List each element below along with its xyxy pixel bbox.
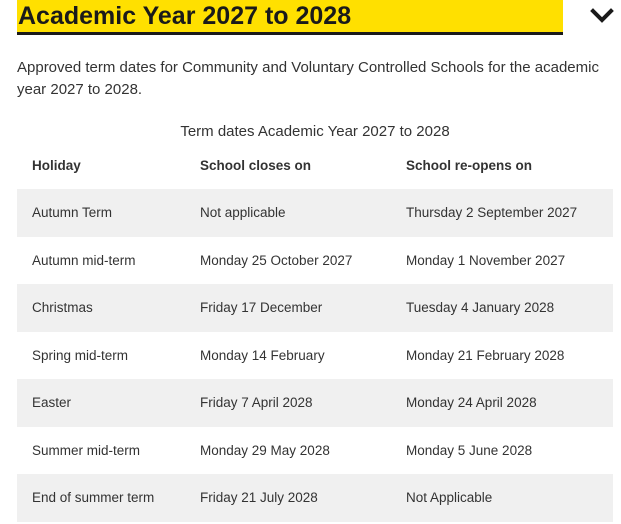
cell-closes: Monday 29 May 2028 bbox=[200, 442, 330, 458]
cell-reopens: Not Applicable bbox=[406, 490, 493, 506]
page-title: Academic Year 2027 to 2028 bbox=[18, 2, 352, 30]
cell-holiday: Christmas bbox=[32, 300, 93, 316]
cell-reopens: Monday 5 June 2028 bbox=[406, 442, 533, 458]
table-caption: Term dates Academic Year 2027 to 2028 bbox=[180, 123, 450, 140]
header-school-closes: School closes on bbox=[200, 158, 312, 173]
table-row bbox=[17, 474, 613, 522]
accordion-header[interactable] bbox=[0, 0, 621, 40]
table-row bbox=[17, 379, 613, 427]
cell-closes: Friday 17 December bbox=[200, 300, 323, 316]
cell-reopens: Monday 21 February 2028 bbox=[406, 347, 565, 363]
header-school-reopens: School re-opens on bbox=[406, 158, 533, 173]
cell-closes: Not applicable bbox=[200, 205, 286, 221]
chevron-down-icon[interactable] bbox=[588, 5, 616, 27]
cell-holiday: Summer mid-term bbox=[32, 442, 141, 458]
cell-reopens: Monday 24 April 2028 bbox=[406, 395, 537, 411]
table-header-row bbox=[17, 142, 613, 189]
cell-holiday: Spring mid-term bbox=[32, 347, 129, 363]
cell-reopens: Monday 1 November 2027 bbox=[406, 252, 566, 268]
cell-closes: Monday 25 October 2027 bbox=[200, 252, 353, 268]
intro-text: Approved term dates for Community and Voluntary Controlled Schools for the academic year 2027 to 2028. bbox=[17, 59, 599, 98]
cell-holiday: Autumn Term bbox=[32, 205, 113, 221]
cell-closes: Friday 7 April 2028 bbox=[200, 395, 313, 411]
title-highlight bbox=[17, 0, 563, 35]
table-row bbox=[17, 237, 613, 285]
cell-holiday: End of summer term bbox=[32, 490, 155, 506]
cell-reopens: Tuesday 4 January 2028 bbox=[406, 300, 555, 316]
table-row bbox=[17, 189, 613, 237]
term-dates-table bbox=[17, 142, 613, 522]
cell-reopens: Thursday 2 September 2027 bbox=[406, 205, 578, 221]
cell-closes: Monday 14 February bbox=[200, 347, 325, 363]
table-row bbox=[17, 332, 613, 380]
header-holiday: Holiday bbox=[32, 158, 81, 173]
table-row bbox=[17, 427, 613, 475]
table-row bbox=[17, 284, 613, 332]
cell-holiday: Autumn mid-term bbox=[32, 252, 136, 268]
cell-closes: Friday 21 July 2028 bbox=[200, 490, 318, 506]
cell-holiday: Easter bbox=[32, 395, 72, 411]
